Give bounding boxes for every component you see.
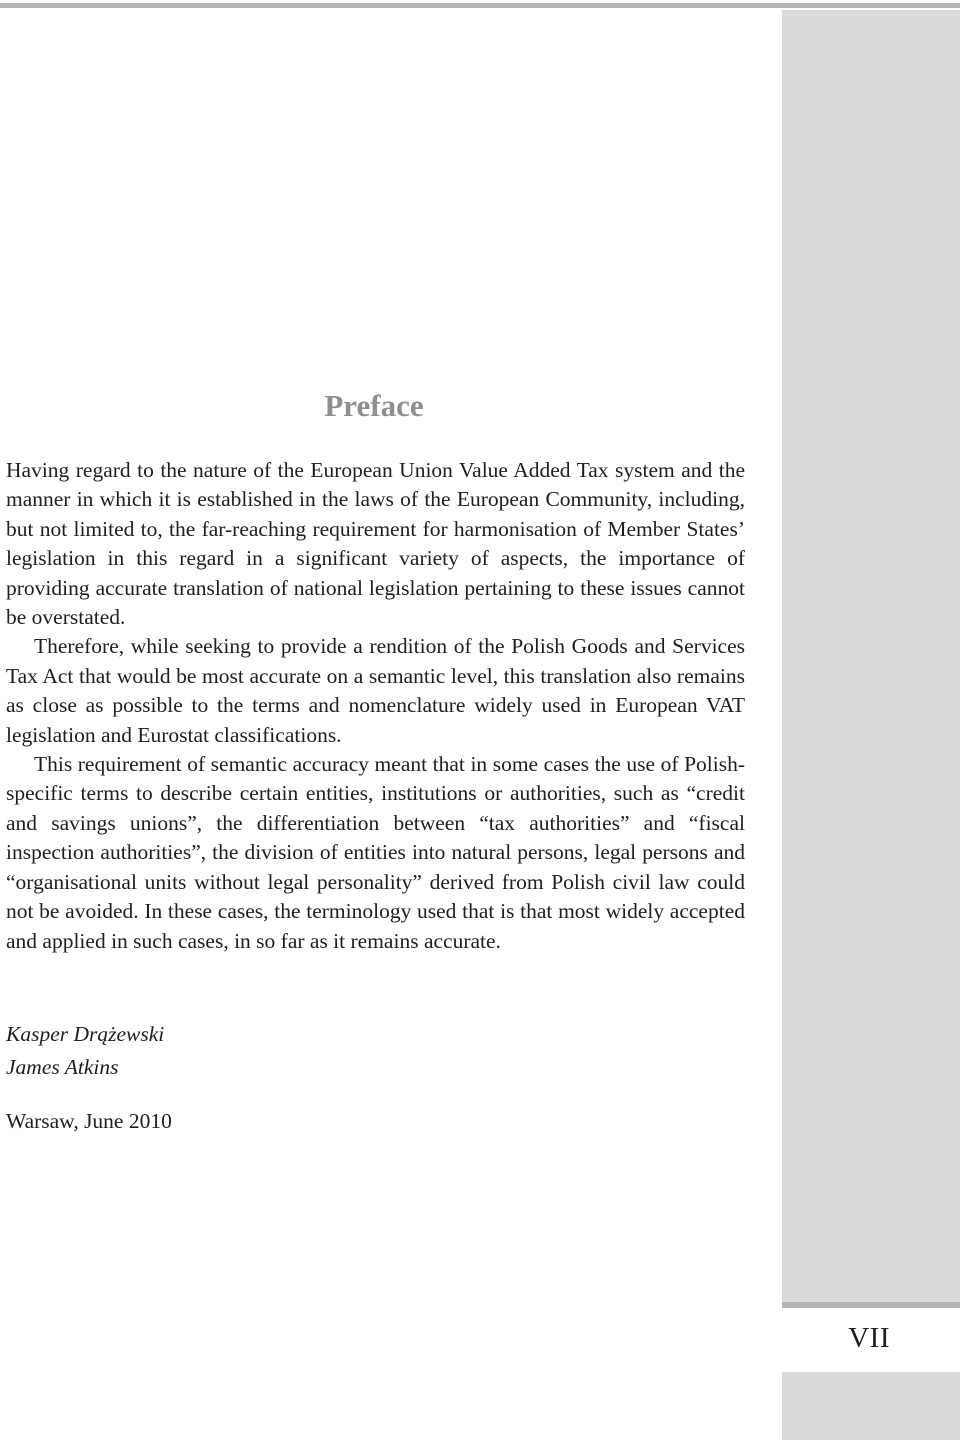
author-name: James Atkins — [6, 1055, 119, 1079]
paragraph: Therefore, while seeking to provide a rendition of the Polish Goods and Services Tax Act that would be most accurate on a semantic level, this translation also remains as close as possible to the terms and nomenclature widely used in European VAT legislation and Eurostat classifications. — [6, 634, 745, 747]
paragraph: Having regard to the nature of the European Union Value Added Tax system and the manner in which it is established in the laws of the European Community, including, but not limited to, the far-reaching requirement for harmonisation of Member States’ legislation in this regard in a significant variety of aspects, the importance of providing accurate translation of national legislation pertaining to these issues cannot be overstated. — [6, 458, 745, 630]
preface-body — [6, 456, 745, 956]
page-number: VII — [848, 1322, 890, 1354]
page-title: Preface — [324, 388, 424, 423]
page-number-box — [782, 1302, 960, 1372]
margin-panel — [782, 10, 960, 1440]
top-rule — [0, 3, 960, 8]
place-and-date: Warsaw, June 2010 — [6, 1109, 172, 1133]
author-name: Kasper Drążewski — [6, 1022, 165, 1046]
signatures — [6, 1018, 164, 1084]
paragraph: This requirement of semantic accuracy meant that in some cases the use of Polish-specific terms to describe certain entities, institutions or authorities, such as “credit and savings unions”, the differentiation between “tax authorities” and “fiscal inspection authorities”, the division of entities into natural persons, legal persons and “organisational units without legal personality” derived from Polish civil law could not be avoided. In these cases, the terminology used that is that most widely accepted and applied in such cases, in so far as it remains accurate. — [6, 752, 745, 953]
